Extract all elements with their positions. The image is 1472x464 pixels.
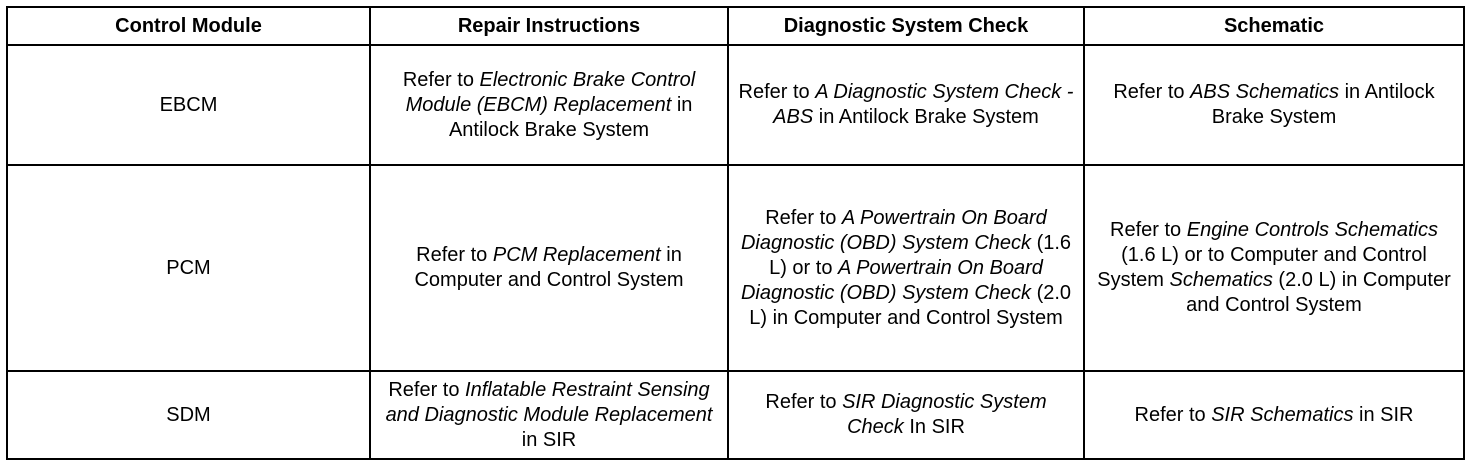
module-cell: EBCM	[7, 45, 370, 165]
cell-text: (2.0 L) in Computer and Control System	[749, 281, 1072, 329]
cell-text: Refer to	[738, 81, 816, 103]
reference-title: A Diagnostic System Check - ABS	[773, 81, 1074, 128]
schematic-cell	[1084, 45, 1464, 165]
cell-text: in Antilock Brake System	[813, 106, 1039, 128]
cell-text: in Computer and Control System	[414, 244, 684, 291]
reference-title: SIR Diagnostic System Check	[842, 391, 1047, 438]
repair-cell	[370, 45, 728, 165]
reference-title: Schematics	[1169, 269, 1273, 291]
cell-text: (2.0 L) in Computer and Control System	[1186, 269, 1451, 316]
cell-text: Refer to	[1113, 81, 1191, 103]
table-row	[7, 165, 1464, 371]
cell-text: (1.6 L) or to	[769, 231, 1072, 279]
cell-text: Refer to	[402, 68, 480, 91]
header-repair-instructions: Repair Instructions	[370, 7, 728, 45]
diagnostic-cell	[728, 45, 1084, 165]
header-control-module: Control Module	[7, 7, 370, 45]
reference-title: A Powertrain On Board Diagnostic (OBD) System Check	[740, 206, 1047, 254]
cell-text: in Antilock Brake System	[1211, 81, 1435, 128]
diagnostic-cell	[728, 371, 1084, 459]
table-row	[7, 45, 1464, 165]
cell-text: Refer to	[1110, 219, 1187, 241]
cell-text: Refer to	[1134, 403, 1212, 426]
header-schematic: Schematic	[1084, 7, 1464, 45]
reference-title: SIR Schematics	[1211, 403, 1354, 426]
module-cell: PCM	[7, 165, 370, 371]
schematic-cell	[1084, 371, 1464, 459]
reference-title: Engine Controls Schematics	[1186, 219, 1438, 241]
module-cell: SDM	[7, 371, 370, 459]
cell-text: in Antilock Brake System	[448, 93, 693, 141]
cell-text: Refer to	[388, 378, 466, 401]
control-module-table	[6, 6, 1465, 460]
cell-text: Refer to	[416, 244, 493, 266]
repair-cell	[370, 165, 728, 371]
diagnostic-cell	[728, 165, 1084, 371]
repair-cell	[370, 371, 728, 459]
table-row	[7, 371, 1464, 459]
control-module-table-wrapper	[6, 6, 1465, 460]
reference-title: Inflatable Restraint Sensing and Diagnostic Module Replacement	[385, 378, 713, 426]
reference-title: PCM Replacement	[492, 244, 661, 266]
schematic-cell	[1084, 165, 1464, 371]
cell-text: in SIR	[1353, 403, 1414, 426]
header-diagnostic-system-check: Diagnostic System Check	[728, 7, 1084, 45]
reference-title: A Powertrain On Board Diagnostic (OBD) System Check	[740, 256, 1043, 304]
cell-text: in SIR	[521, 428, 577, 451]
cell-text: (1.6 L) or to Computer and Control System	[1097, 244, 1427, 291]
cell-text: Refer to	[765, 206, 842, 229]
reference-title: ABS Schematics	[1190, 81, 1340, 103]
cell-text: Refer to	[765, 391, 843, 413]
header-row	[7, 7, 1464, 45]
cell-text: In SIR	[903, 416, 965, 438]
reference-title: Electronic Brake Control Module (EBCM) Replacement	[405, 68, 696, 116]
